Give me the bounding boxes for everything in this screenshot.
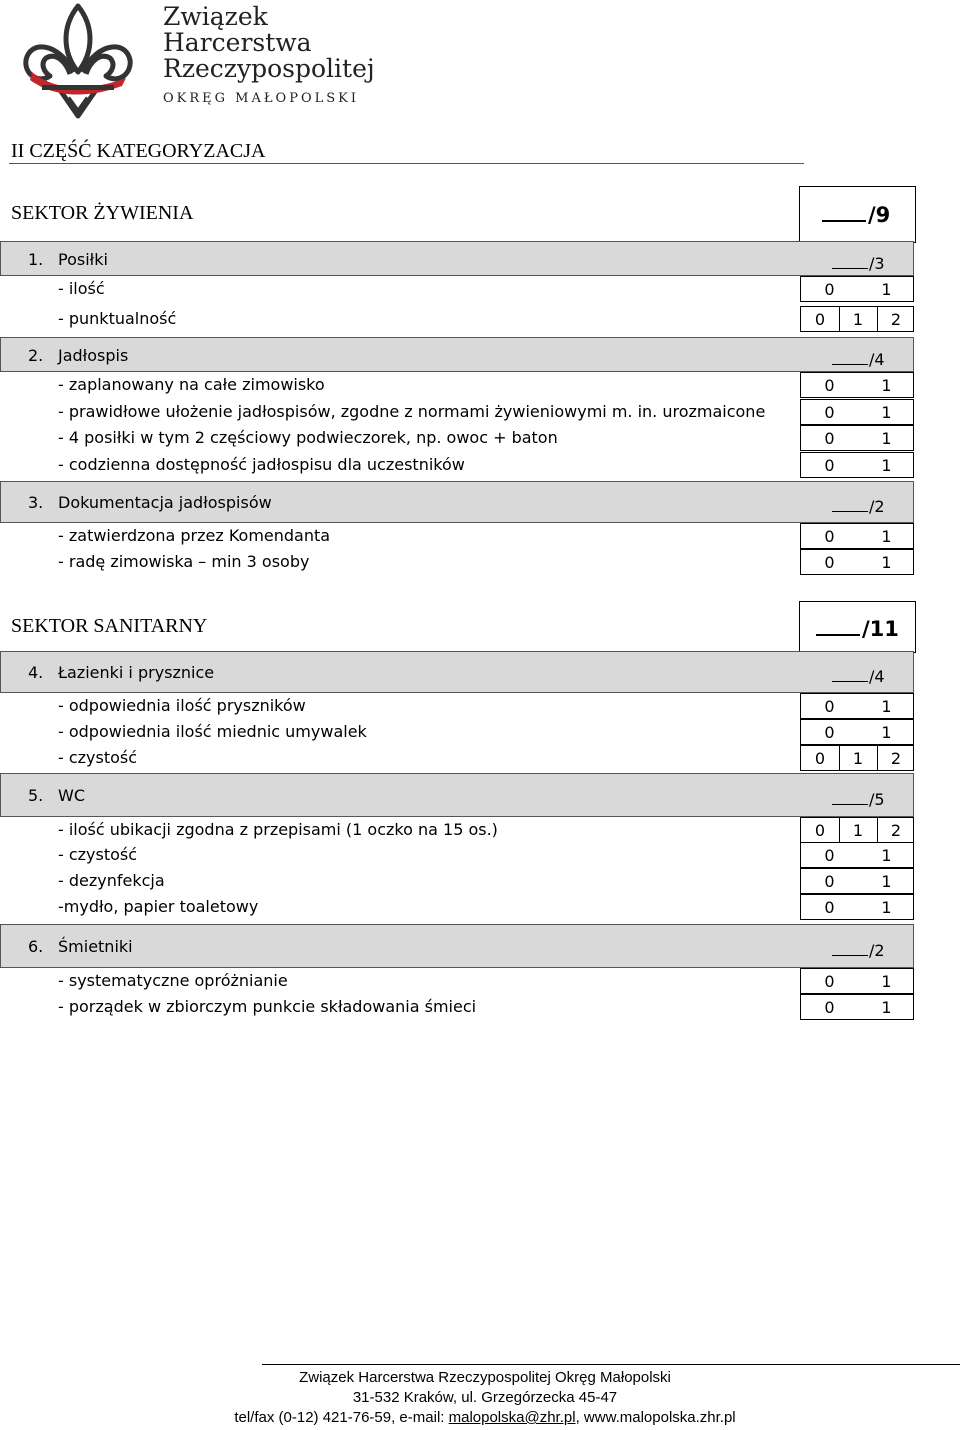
score-option-1[interactable]: 1 [881, 526, 892, 546]
category-max-score: /2 [832, 941, 885, 960]
score-options [800, 523, 914, 549]
category-name: Posiłki [58, 250, 108, 269]
org-district: OKRĘG MAŁOPOLSKI [163, 91, 360, 106]
criterion-text: - odpowiednia ilość pryszników [58, 696, 306, 715]
score-option-1[interactable]: 1 [881, 997, 892, 1017]
score-options [800, 452, 914, 478]
score-option-0[interactable]: 0 [824, 971, 835, 991]
category-band [0, 773, 914, 817]
score-options [800, 276, 914, 302]
cell-divider [839, 307, 840, 331]
score-option-1[interactable]: 1 [881, 696, 892, 716]
category-number: 3. [28, 493, 44, 512]
cell-divider [839, 818, 840, 842]
category-label [28, 250, 108, 269]
score-blank[interactable] [832, 350, 868, 365]
part-title: II CZĘŚĆ KATEGORYZACJA [11, 140, 266, 162]
footer-contact: tel/fax (0-12) 421-76-59, e-mail: malopolska@zhr.pl, www.malopolska.zhr.pl [234, 1409, 736, 1426]
score-options [800, 994, 914, 1020]
score-blank[interactable] [832, 941, 868, 956]
score-options [800, 693, 914, 719]
score-option-0[interactable]: 0 [824, 279, 835, 299]
criterion-text: - 4 posiłki w tym 2 częściowy podwieczorek, np. owoc + baton [58, 428, 558, 447]
category-label [28, 346, 128, 365]
score-options [800, 868, 914, 894]
score-option-0[interactable]: 0 [824, 871, 835, 891]
score-blank[interactable] [832, 790, 868, 805]
org-name-line1: Związek [163, 2, 268, 31]
sector-score: /9 [822, 202, 890, 227]
score-option-0[interactable]: 0 [814, 820, 826, 840]
category-max-score: /3 [832, 254, 885, 273]
sector-title: SEKTOR ŻYWIENIA [11, 202, 194, 224]
sector-score: /11 [816, 616, 899, 641]
criterion-text: - systematyczne opróżnianie [58, 971, 288, 990]
cell-divider [839, 746, 840, 770]
score-blank[interactable] [832, 497, 868, 512]
score-options [800, 842, 914, 868]
category-label [28, 663, 214, 682]
category-name: Dokumentacja jadłospisów [58, 493, 272, 512]
category-number: 5. [28, 786, 44, 805]
score-option-2[interactable]: 2 [890, 748, 902, 768]
footer-divider [262, 1364, 960, 1365]
score-option-1[interactable]: 1 [881, 845, 892, 865]
score-option-0[interactable]: 0 [824, 997, 835, 1017]
score-options [800, 549, 914, 575]
zhr-lily-logo [22, 2, 134, 120]
score-option-1[interactable]: 1 [881, 402, 892, 422]
score-option-2[interactable]: 2 [890, 820, 902, 840]
criterion-text: - ilość ubikacji zgodna z przepisami (1 oczko na 15 os.) [58, 820, 498, 839]
score-option-1[interactable]: 1 [852, 309, 864, 329]
org-name-line2: Harcerstwa [163, 28, 312, 57]
criterion-text: - radę zimowiska – min 3 osoby [58, 552, 310, 571]
score-options [800, 719, 914, 745]
score-options [800, 425, 914, 451]
criterion-text: - punktualność [58, 309, 177, 328]
score-option-0[interactable]: 0 [824, 526, 835, 546]
score-option-1[interactable]: 1 [852, 820, 864, 840]
sector-title: SEKTOR SANITARNY [11, 615, 208, 637]
score-option-2[interactable]: 2 [890, 309, 902, 329]
score-option-0[interactable]: 0 [824, 402, 835, 422]
category-name: WC [58, 786, 85, 805]
score-option-0[interactable]: 0 [814, 748, 826, 768]
score-option-1[interactable]: 1 [881, 552, 892, 572]
category-label [28, 937, 133, 956]
category-band [0, 924, 914, 968]
category-number: 1. [28, 250, 44, 269]
score-option-1[interactable]: 1 [881, 375, 892, 395]
category-max-score: /2 [832, 497, 885, 516]
criterion-text: - odpowiednia ilość miednic umywalek [58, 722, 367, 741]
category-max-score: /4 [832, 350, 885, 369]
score-blank[interactable] [832, 667, 868, 682]
score-option-1[interactable]: 1 [881, 279, 892, 299]
criterion-text: -mydło, papier toaletowy [58, 897, 259, 916]
criterion-text: - prawidłowe ułożenie jadłospisów, zgodne z normami żywieniowymi m. in. urozmaicone [58, 402, 766, 421]
cell-divider [877, 307, 878, 331]
score-options [800, 894, 914, 920]
category-label [28, 786, 85, 805]
category-number: 2. [28, 346, 44, 365]
score-options [800, 306, 914, 332]
footer-address: 31-532 Kraków, ul. Grzegórzecka 45-47 [352, 1389, 618, 1406]
score-option-1[interactable]: 1 [852, 748, 864, 768]
score-option-0[interactable]: 0 [824, 696, 835, 716]
criterion-text: - porządek w zbiorczym punkcie składowania śmieci [58, 997, 477, 1016]
category-band [0, 337, 914, 372]
score-option-1[interactable]: 1 [881, 971, 892, 991]
footer-website[interactable]: www.malopolska.zhr.pl [583, 1409, 736, 1426]
org-name-line3: Rzeczypospolitej [163, 54, 375, 83]
criterion-text: - czystość [58, 748, 138, 767]
score-option-0[interactable]: 0 [824, 845, 835, 865]
score-option-0[interactable]: 0 [824, 455, 835, 475]
criterion-text: - ilość [58, 279, 105, 298]
category-max-score: /4 [832, 667, 885, 686]
cell-divider [877, 818, 878, 842]
score-option-0[interactable]: 0 [814, 309, 826, 329]
score-option-1[interactable]: 1 [881, 897, 892, 917]
category-label [28, 493, 272, 512]
score-option-1[interactable]: 1 [881, 722, 892, 742]
score-option-0[interactable]: 0 [824, 428, 835, 448]
score-options [800, 399, 914, 425]
score-options [800, 745, 914, 771]
cell-divider [877, 746, 878, 770]
criterion-text: - czystość [58, 845, 138, 864]
score-option-0[interactable]: 0 [824, 375, 835, 395]
category-name: Łazienki i prysznice [58, 663, 215, 682]
criterion-text: - zatwierdzona przez Komendanta [58, 526, 331, 545]
category-number: 6. [28, 937, 44, 956]
category-name: Śmietniki [58, 937, 133, 956]
criterion-text: - dezynfekcja [58, 871, 165, 890]
score-options [800, 372, 914, 398]
criterion-text: - zaplanowany na całe zimowisko [58, 375, 325, 394]
criterion-text: - codzienna dostępność jadłospisu dla uczestników [58, 455, 465, 474]
footer-email-link[interactable]: malopolska@zhr.pl [448, 1409, 576, 1426]
score-option-0[interactable]: 0 [824, 897, 835, 917]
score-option-1[interactable]: 1 [881, 428, 892, 448]
score-option-0[interactable]: 0 [824, 722, 835, 742]
title-divider [9, 163, 804, 164]
score-options [800, 817, 914, 843]
category-max-score: /5 [832, 790, 885, 809]
score-option-1[interactable]: 1 [881, 871, 892, 891]
score-option-1[interactable]: 1 [881, 455, 892, 475]
category-band [0, 241, 914, 276]
category-number: 4. [28, 663, 44, 682]
footer-org: Związek Harcerstwa Rzeczypospolitej Okręg Małopolski [299, 1369, 671, 1386]
score-option-0[interactable]: 0 [824, 552, 835, 572]
score-blank[interactable] [832, 254, 868, 269]
score-options [800, 968, 914, 994]
category-name: Jadłospis [58, 346, 129, 365]
